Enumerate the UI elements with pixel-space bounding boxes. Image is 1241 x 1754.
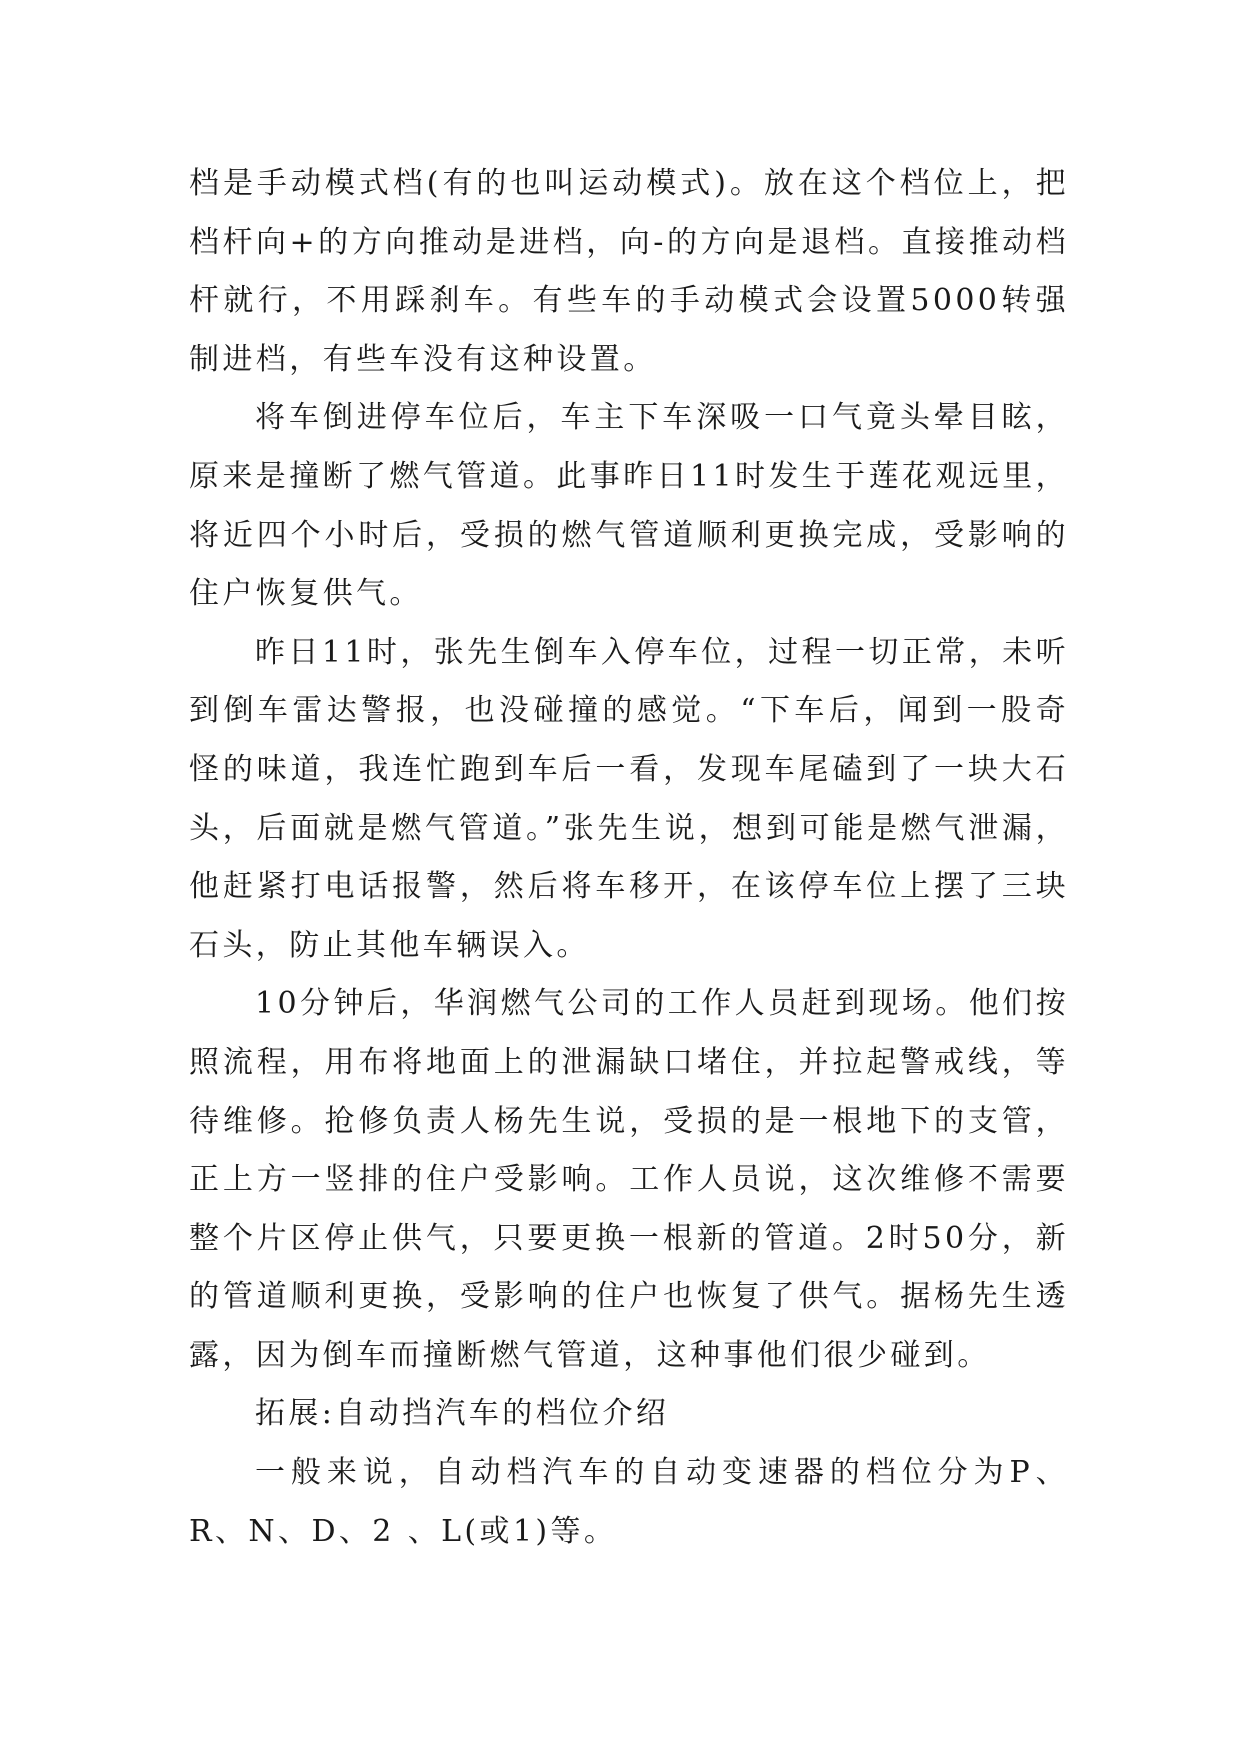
- paragraph-gear-positions: 一般来说，自动档汽车的自动变速器的档位分为P、R、N、D、2 、L(或1)等。: [189, 1455, 1069, 1549]
- paragraph-repair-process: 10分钟后，华润燃气公司的工作人员赶到现场。他们按照流程，用布将地面上的泄漏缺口堵住，并拉起警戒线，等待维修。抢修负责人杨先生说，受损的是一根地下的支管，正上方一竖排的住户受影响。工作人员说，这次维修不需要整个片区停止供气，只要更换一根新的管道。2时50分，新的管道顺利更换，受影响的住户也恢复了供气。据杨先生透露，因为倒车而撞断燃气管道，这种事他们很少碰到。: [189, 986, 1069, 1373]
- paragraph-gas-pipe-incident: 将车倒进停车位后，车主下车深吸一口气竟头晕目眩，原来是撞断了燃气管道。此事昨日11时发生于莲花观远里，将近四个小时后，受损的燃气管道顺利更换完成，受影响的住户恢复供气。: [189, 400, 1069, 612]
- paragraph-manual-mode: 档是手动模式档(有的也叫运动模式)。放在这个档位上，把档杆向+的方向推动是进档，向-的方向是退档。直接推动档杆就行，不用踩刹车。有些车的手动模式会设置5000转强制进档，有些车没有这种设置。: [189, 166, 1069, 377]
- section-heading-extension: 拓展:自动挡汽车的档位介绍: [255, 1396, 670, 1432]
- document-body: [189, 155, 1069, 1561]
- paragraph-reversing-account: 昨日11时，张先生倒车入停车位，过程一切正常，未听到倒车雷达警报，也没碰撞的感觉。“下车后，闻到一股奇怪的味道，我连忙跑到车后一看，发现车尾磕到了一块大石头，后面就是燃气管道。”张先生说，想到可能是燃气泄漏，他赶紧打电话报警，然后将车移开，在该停车位上摆了三块石头，防止其他车辆误入。: [189, 634, 1069, 963]
